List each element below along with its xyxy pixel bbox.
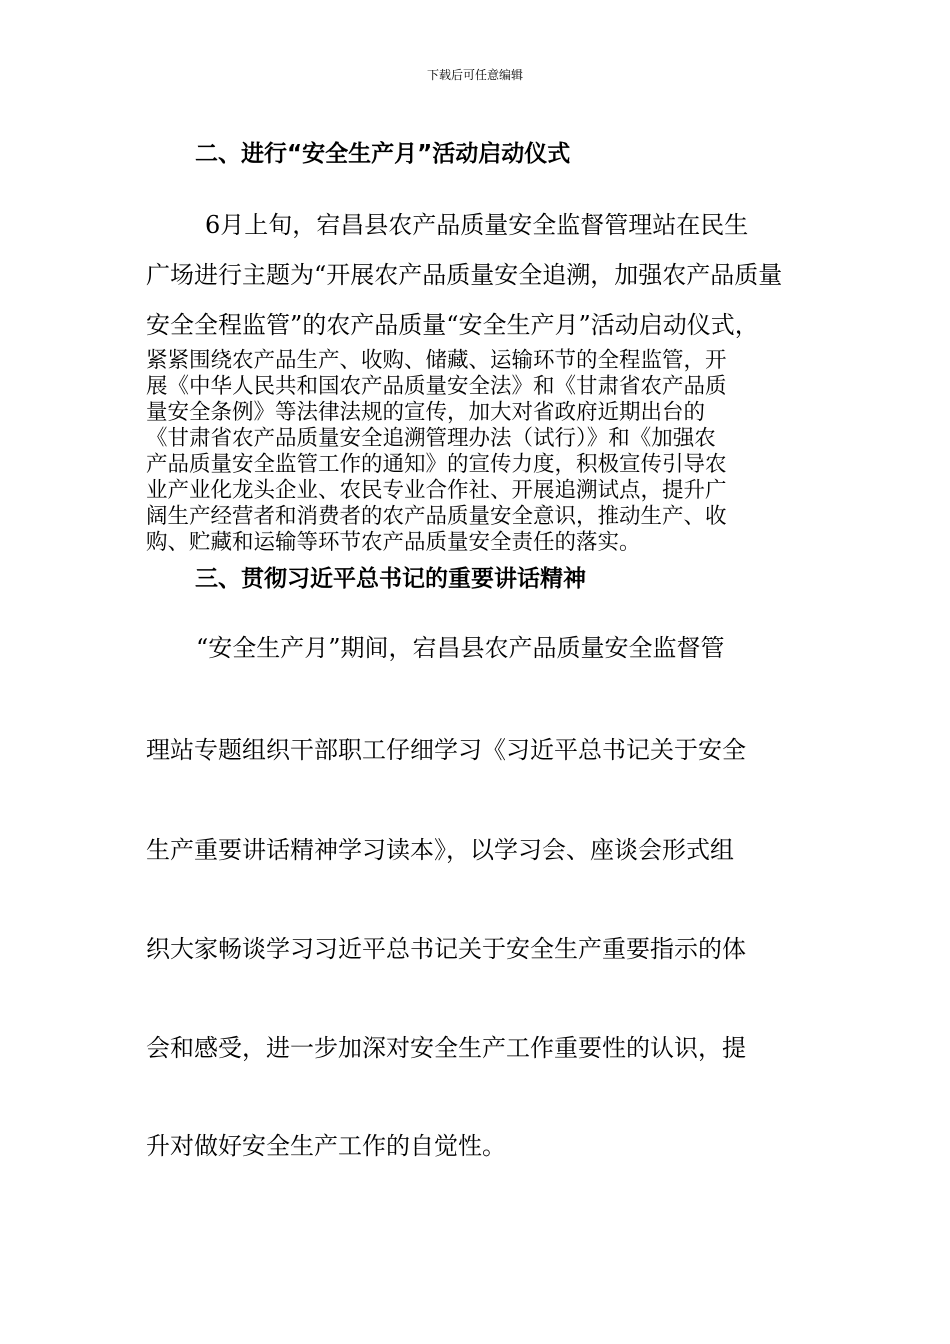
- paragraph-line: 生产重要讲话精神学习读本》，以学习会、座谈会形式组: [146, 836, 734, 864]
- paragraph-line: 《甘肃省农产品质量安全追溯管理办法（试行）》和《加强农: [146, 426, 716, 451]
- section-2-heading: 二、进行“安全生产月”活动启动仪式: [195, 141, 571, 167]
- paragraph-line: 6月上旬，宕昌县农产品质量安全监督管理站在民生: [205, 211, 749, 239]
- paragraph-line: 广场进行主题为“开展农产品质量安全追溯，加强农产品质量: [146, 261, 783, 289]
- paragraph-line: 展《中华人民共和国农产品质量安全法》和《甘肃省农产品质: [146, 374, 727, 399]
- paragraph-line: 升对做好安全生产工作的自觉性。: [146, 1132, 506, 1160]
- paragraph-line: 安全全程监管”的农产品质量“安全生产月”活动启动仪式，: [146, 311, 759, 339]
- page-header-note: 下载后可任意编辑: [426, 68, 523, 82]
- paragraph-line: 会和感受，进一步加深对安全生产工作重要性的认识，提: [146, 1034, 746, 1062]
- paragraph-line: 产品质量安全监管工作的通知》的宣传力度，积极宣传引导农: [146, 452, 727, 477]
- section-3-heading: 三、贯彻习近平总书记的重要讲话精神: [195, 566, 586, 592]
- paragraph-line: 阔生产经营者和消费者的农产品质量安全意识，推动生产、收: [146, 504, 727, 529]
- paragraph-line: 织大家畅谈学习习近平总书记关于安全生产重要指示的体: [146, 935, 746, 963]
- paragraph-line: 理站专题组织干部职工仔细学习《习近平总书记关于安全: [146, 736, 746, 764]
- paragraph-line: 紧紧围绕农产品生产、收购、储藏、运输环节的全程监管，开: [146, 348, 727, 373]
- paragraph-line: 量安全条例》等法律法规的宣传，加大对省政府近期出台的: [146, 400, 706, 425]
- paragraph-line: 购、贮藏和运输等环节农产品质量安全责任的落实。: [146, 530, 641, 555]
- paragraph-line: “安全生产月”期间，宕昌县农产品质量安全监督管: [196, 634, 725, 662]
- paragraph-line: 业产业化龙头企业、农民专业合作社、开展追溯试点，提升广: [146, 478, 727, 503]
